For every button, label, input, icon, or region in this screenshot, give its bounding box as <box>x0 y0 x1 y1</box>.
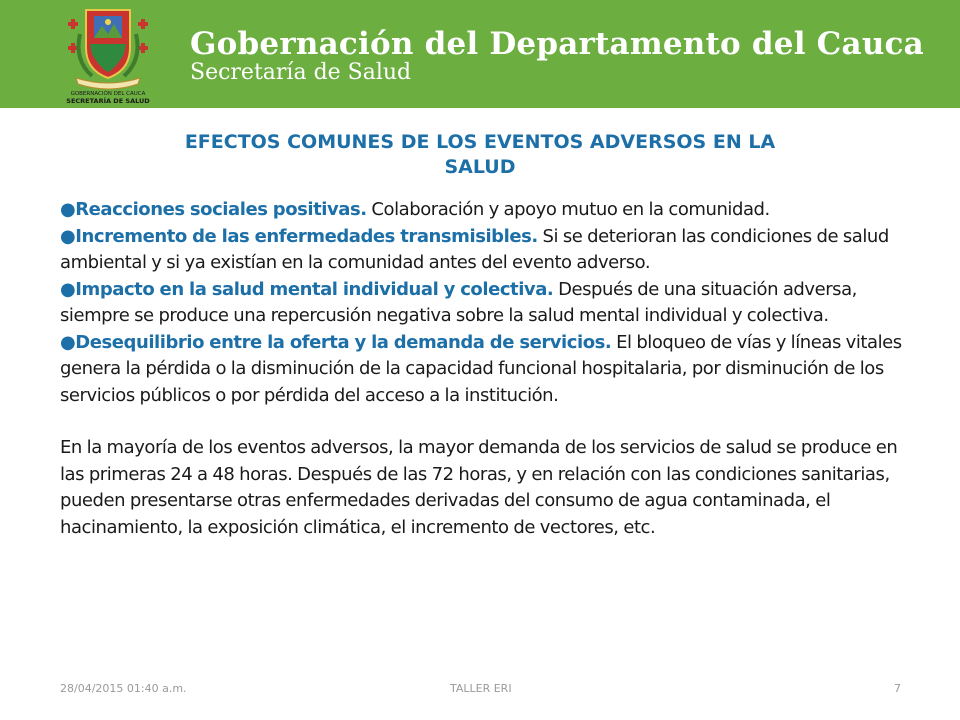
slide-title-line1: EFECTOS COMUNES DE LOS EVENTOS ADVERSOS EN LA <box>184 131 776 153</box>
header-bar <box>0 0 960 108</box>
bullet-marker: ● <box>60 225 76 247</box>
organization-subtitle: Secretaría de Salud <box>190 60 412 85</box>
bullet-item <box>60 224 902 277</box>
bullet-lead: Desequilibrio entre la oferta y la demanda de servicios. <box>75 331 612 353</box>
bullet-item <box>60 277 902 330</box>
closing-paragraph: En la mayoría de los eventos adversos, la mayor demanda de los servicios de salud se produce en las primeras 24 a 48 horas. Después de las 72 horas, y en relación con las condiciones sanitarias, pueden presentarse otras enfermedades derivadas del consumo de agua contaminada, el hacinamiento, la exposición climática, el incremento de vectores, etc. <box>60 437 898 538</box>
footer-center-text: TALLER ERI <box>450 682 512 695</box>
bullet-marker: ● <box>60 199 76 220</box>
bullet-lead: Incremento de las enfermedades transmisibles. <box>75 225 538 247</box>
bullet-text: Colaboración y apoyo mutuo en la comunidad. <box>366 199 770 220</box>
footer-date: 28/04/2015 01:40 a.m. <box>60 682 187 695</box>
bullet-text: Si se deterioran las condiciones de salud ambiental y si ya existían en la comunidad antes del evento adverso. <box>60 225 889 273</box>
slide-body <box>60 197 902 541</box>
bullet-lead: Impacto en la salud mental individual y colectiva. <box>75 278 554 300</box>
bullet-text: El bloqueo de vías y líneas vitales genera la pérdida o la disminución de la capacidad funcional hospitalaria, por disminución de los servicios públicos o por pérdida del acceso a la institución. <box>60 331 902 406</box>
logo-text-bottom: SECRETARÍA DE SALUD <box>66 97 150 105</box>
bullet-item <box>60 330 902 410</box>
bullet-item <box>60 197 902 224</box>
footer-page-number: 7 <box>894 682 901 695</box>
slide-title <box>60 130 900 180</box>
bullet-marker: ● <box>60 331 76 353</box>
logo-text-top: GOBERNACIÓN DEL CAUCA <box>70 91 146 97</box>
bullet-lead: Reacciones sociales positivas. <box>75 199 367 220</box>
slide-title-line2: SALUD <box>444 156 516 178</box>
bullet-text: Después de una situación adversa, siempre se produce una repercusión negativa sobre la salud mental individual y colectiva. <box>60 278 857 326</box>
organization-title: Gobernación del Departamento del Cauca <box>190 26 924 62</box>
coat-of-arms-logo <box>46 4 170 106</box>
bullet-marker: ● <box>60 278 76 300</box>
